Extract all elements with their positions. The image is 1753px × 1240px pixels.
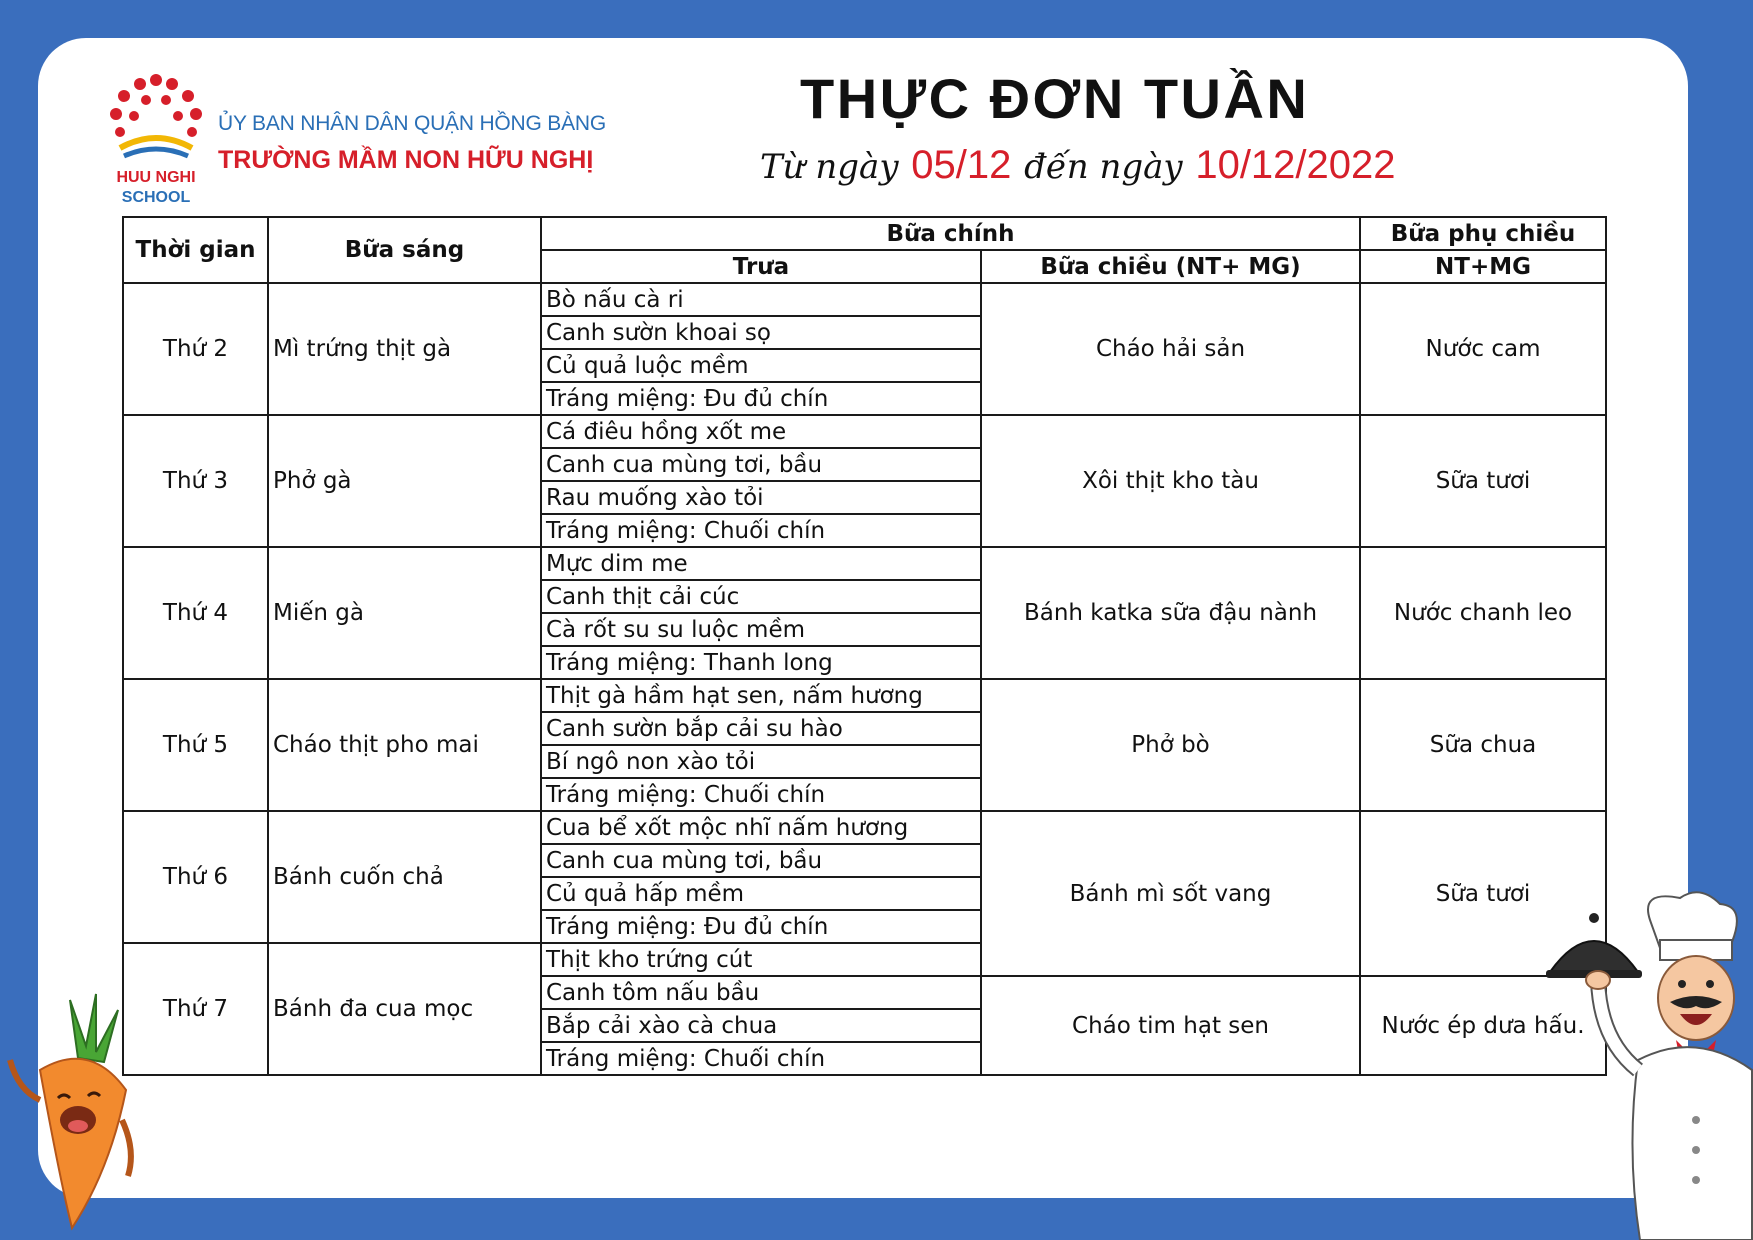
- date-range: [760, 142, 1396, 188]
- lunch-item: Cà rốt su su luộc mềm: [541, 613, 981, 646]
- lunch-item: Canh cua mùng tơi, bầu: [541, 448, 981, 481]
- header-lunch: Trưa: [541, 250, 981, 283]
- lunch-item: Tráng miệng: Chuối chín: [541, 1042, 981, 1075]
- afternoon-cell: Xôi thịt kho tàu: [981, 415, 1360, 547]
- day-cell: Thứ 7: [123, 943, 268, 1075]
- lunch-item: Bắp cải xào cà chua: [541, 1009, 981, 1042]
- lunch-item: Tráng miệng: Thanh long: [541, 646, 981, 679]
- lunch-item: Tráng miệng: Đu đủ chín: [541, 910, 981, 943]
- header-main-meal: Bữa chính: [541, 217, 1360, 250]
- afternoon-cell: Cháo tim hạt sen: [981, 976, 1360, 1075]
- afternoon-cell: Bánh katka sữa đậu nành: [981, 547, 1360, 679]
- snack-cell: Sữa tươi: [1360, 811, 1606, 976]
- snack-cell: Nước chanh leo: [1360, 547, 1606, 679]
- afternoon-cell: Bánh mì sốt vang: [981, 811, 1360, 976]
- lunch-item: Bí ngô non xào tỏi: [541, 745, 981, 778]
- lunch-item: Thịt kho trứng cút: [541, 943, 981, 976]
- header-afternoon: Bữa chiều (NT+ MG): [981, 250, 1360, 283]
- day-cell: Thứ 6: [123, 811, 268, 943]
- afternoon-cell: Phở bò: [981, 679, 1360, 811]
- carrot-mascot-illustration: [0, 980, 140, 1240]
- lunch-item: Mực dim me: [541, 547, 981, 580]
- breakfast-cell: Bánh đa cua mọc: [268, 943, 541, 1075]
- snack-cell: Sữa tươi: [1360, 415, 1606, 547]
- lunch-item: Củ quả luộc mềm: [541, 349, 981, 382]
- to-label: đến ngày: [1024, 147, 1183, 187]
- lunch-item: Rau muống xào tỏi: [541, 481, 981, 514]
- snack-cell: Nước cam: [1360, 283, 1606, 415]
- lunch-item: Canh cua mùng tơi, bầu: [541, 844, 981, 877]
- header-time: Thời gian: [123, 217, 268, 283]
- logo-text-line1: HUU NGHI: [116, 169, 196, 186]
- from-date: 05/12: [911, 143, 1012, 187]
- logo-text-line2: SCHOOL: [121, 189, 191, 206]
- header-snack-sub: NT+MG: [1360, 250, 1606, 283]
- district-committee: ỦY BAN NHÂN DÂN QUẬN HỒNG BÀNG: [218, 112, 607, 135]
- snack-cell: Nước ép dưa hấu.: [1360, 976, 1606, 1075]
- day-cell: Thứ 3: [123, 415, 268, 547]
- lunch-item: Cá điêu hồng xốt me: [541, 415, 981, 448]
- lunch-item: Thịt gà hầm hạt sen, nấm hương: [541, 679, 981, 712]
- lunch-item: Cua bể xốt mộc nhĩ nấm hương: [541, 811, 981, 844]
- header-snack: Bữa phụ chiều: [1360, 217, 1606, 250]
- day-cell: Thứ 2: [123, 283, 268, 415]
- breakfast-cell: Bánh cuốn chả: [268, 811, 541, 943]
- lunch-item: Canh thịt cải cúc: [541, 580, 981, 613]
- snack-cell: Sữa chua: [1360, 679, 1606, 811]
- lunch-item: Canh tôm nấu bầu: [541, 976, 981, 1009]
- to-date: 10/12/2022: [1195, 143, 1396, 187]
- chef-illustration: [1520, 890, 1753, 1240]
- weekly-menu-table: [122, 216, 1607, 1076]
- lunch-item: Tráng miệng: Chuối chín: [541, 778, 981, 811]
- school-logo: [90, 70, 222, 210]
- breakfast-cell: Mì trứng thịt gà: [268, 283, 541, 415]
- school-name: TRƯỜNG MẦM NON HỮU NGHỊ: [218, 146, 594, 174]
- day-cell: Thứ 4: [123, 547, 268, 679]
- breakfast-cell: Miến gà: [268, 547, 541, 679]
- menu-card: [38, 38, 1688, 1198]
- breakfast-cell: Phở gà: [268, 415, 541, 547]
- afternoon-cell: Cháo hải sản: [981, 283, 1360, 415]
- breakfast-cell: Cháo thịt pho mai: [268, 679, 541, 811]
- lunch-item: Bò nấu cà ri: [541, 283, 981, 316]
- organization-name: [218, 112, 606, 175]
- lunch-item: Củ quả hấp mềm: [541, 877, 981, 910]
- header-breakfast: Bữa sáng: [268, 217, 541, 283]
- page-title: THỰC ĐƠN TUẦN: [800, 67, 1310, 130]
- lunch-item: Tráng miệng: Đu đủ chín: [541, 382, 981, 415]
- lunch-item: Canh sườn bắp cải su hào: [541, 712, 981, 745]
- from-label: Từ ngày: [760, 147, 899, 187]
- day-cell: Thứ 5: [123, 679, 268, 811]
- lunch-item: Canh sườn khoai sọ: [541, 316, 981, 349]
- lunch-item: Tráng miệng: Chuối chín: [541, 514, 981, 547]
